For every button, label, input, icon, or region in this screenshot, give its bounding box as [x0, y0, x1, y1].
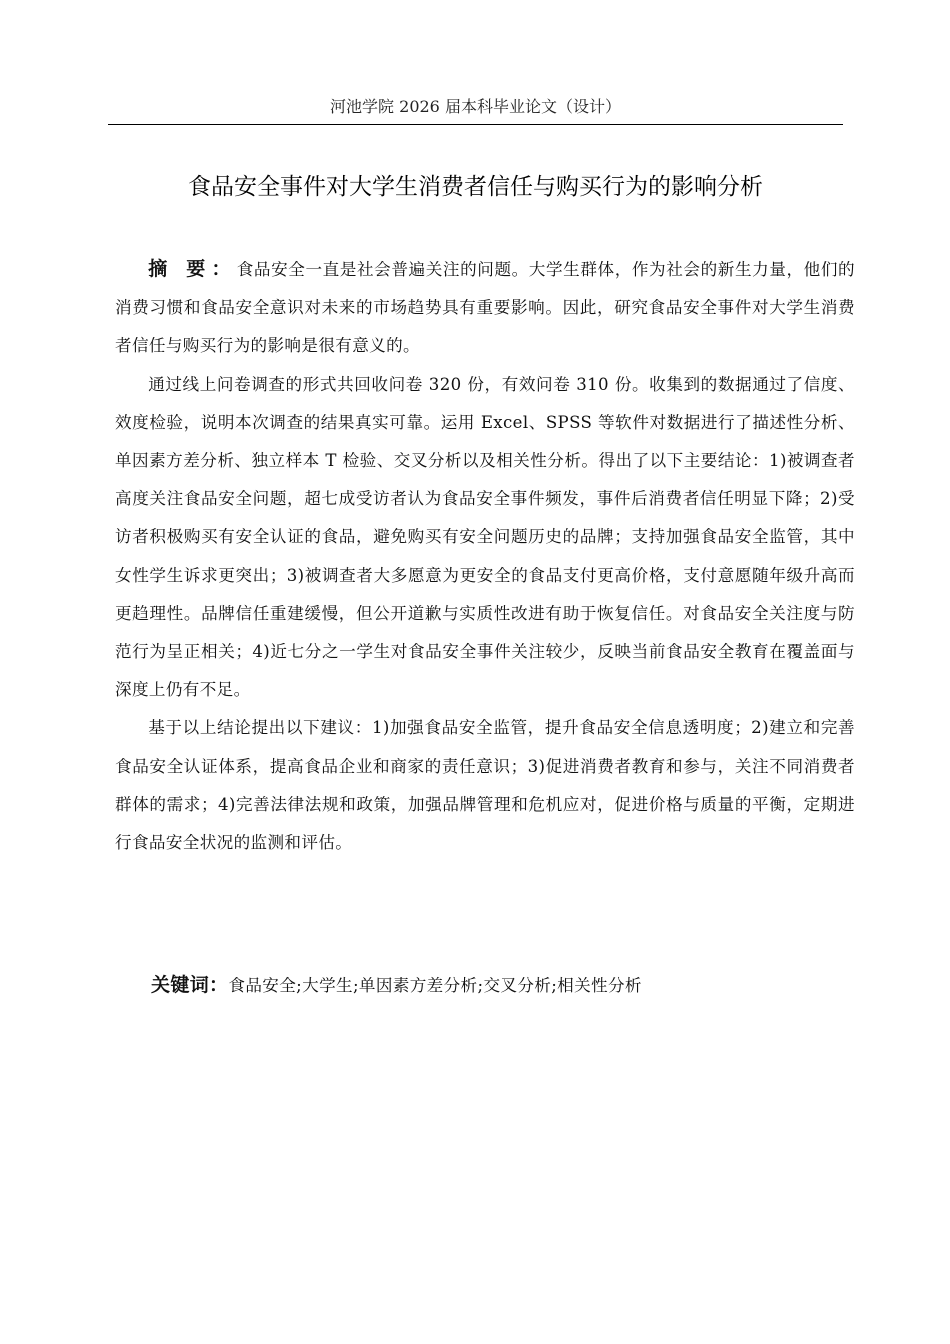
abstract-paragraph-1-text: 食品安全一直是社会普遍关注的问题。大学生群体，作为社会的新生力量，他们的消费习惯和食品安全意识对未来的市场趋势具有重要影响。因此，研究食品安全事件对大学生消费者信任与购买行为的影响是很有意义的。 — [115, 260, 855, 356]
abstract-paragraph-2: 通过线上问卷调查的形式共回收问卷 320 份，有效问卷 310 份。收集到的数据通过了信度、效度检验，说明本次调查的结果真实可靠。运用 Excel、SPSS 等软件对数据进行了描述性分析、单因素方差分析、独立样本 T 检验、交叉分析以及相关性分析。得出了以下主要结论：1)被调查者高度关注食品安全问题，超七成受访者认为食品安全事件频发，事件后消费者信任明显下降；2)受访者积极购买有安全认证的食品，避免购买有安全问题历史的品牌；支持加强食品安全监管，其中女性学生诉求更突出；3)被调查者大多愿意为更安全的食品支付更高价格，支付意愿随年级升高而更趋理性。品牌信任重建缓慢，但公开道歉与实质性改进有助于恢复信任。对食品安全关注度与防范行为呈正相关；4)近七分之一学生对食品安全事件关注较少，反映当前食品安全教育在覆盖面与深度上仍有不足。 — [115, 374, 855, 700]
keywords-line — [151, 968, 642, 1003]
keywords-label: 关键词： — [151, 974, 229, 996]
paper-title: 食品安全事件对大学生消费者信任与购买行为的影响分析 — [188, 174, 763, 200]
abstract-label: 摘 要： — [148, 258, 237, 280]
abstract-body — [115, 250, 855, 862]
abstract-paragraph-1 — [115, 250, 855, 366]
keywords-value: 食品安全;大学生;单因素方差分析;交叉分析;相关性分析 — [228, 976, 642, 995]
running-header: 河池学院 2026 届本科毕业论文（设计） — [330, 97, 621, 116]
header-divider — [108, 124, 843, 125]
abstract-paragraph-3: 基于以上结论提出以下建议：1)加强食品安全监管，提升食品安全信息透明度；2)建立和完善食品安全认证体系，提高食品企业和商家的责任意识；3)促进消费者教育和参与，关注不同消费者群体的需求；4)完善法律法规和政策，加强品牌管理和危机应对，促进价格与质量的平衡，定期进行食品安全状况的监测和评估。 — [115, 718, 855, 853]
